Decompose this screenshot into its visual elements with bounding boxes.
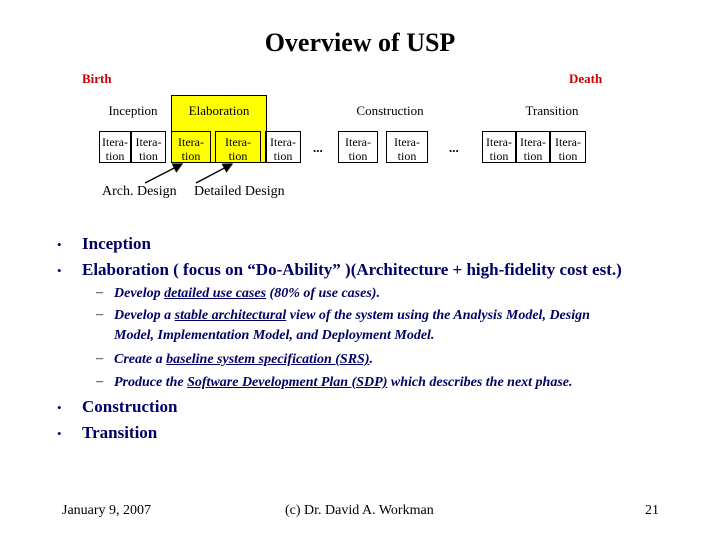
slide-title: Overview of USP (264, 28, 456, 57)
bullet-construction: Construction (82, 397, 178, 416)
bullet-dot: • (57, 237, 62, 252)
sub-item-srs: Create a baseline system specification (SRS). (114, 352, 373, 367)
iteration-cell: Itera- tion (171, 131, 211, 163)
phase-inception-label: Inception (108, 103, 158, 118)
sub-item-use-cases: Develop detailed use cases (80% of use cases). (114, 286, 380, 301)
footer-author: (c) Dr. David A. Workman (285, 503, 434, 518)
detailed-design-label: Detailed Design (194, 184, 285, 199)
iteration-cell: Itera- tion (131, 131, 166, 163)
iteration-cell: Itera- tion (265, 131, 301, 163)
sub-dash: – (96, 351, 103, 366)
sub-item-sdp: Produce the Software Development Plan (SDP) which describes the next phase. (114, 375, 573, 390)
bullet-dot: • (57, 426, 62, 441)
ellipsis: ... (449, 140, 459, 155)
footer-date: January 9, 2007 (62, 503, 152, 518)
bullet-dot: • (57, 400, 62, 415)
death-label: Death (569, 71, 603, 86)
iteration-cell: Itera- tion (99, 131, 131, 163)
phase-elaboration-label: Elaboration (188, 103, 250, 118)
bullet-transition: Transition (82, 423, 158, 442)
iteration-cell: Itera- tion (215, 131, 261, 163)
iteration-cell: Itera- tion (482, 131, 516, 163)
iteration-cell: Itera- tion (550, 131, 586, 163)
iteration-cell: Itera- tion (338, 131, 378, 163)
sub-item-architecture: Develop a stable architectural view of the system using the Analysis Model, Design Model, Implementation Model, and Deployment Model. (114, 308, 590, 343)
sub-dash: – (96, 307, 103, 322)
bullet-inception: Inception (82, 234, 151, 253)
phase-transition-label: Transition (525, 103, 579, 118)
arch-design-label: Arch. Design (102, 184, 177, 199)
slide-number: 21 (645, 503, 659, 518)
bullet-elaboration: Elaboration ( focus on “Do-Ability” )(Architecture + high-fidelity cost est.) (82, 260, 622, 279)
birth-label: Birth (82, 71, 112, 86)
ellipsis: ... (313, 140, 323, 155)
iteration-cell: Itera- tion (386, 131, 428, 163)
sub-dash: – (96, 285, 103, 300)
iteration-cell: Itera- tion (516, 131, 550, 163)
bullet-dot: • (57, 263, 62, 278)
sub-dash: – (96, 374, 103, 389)
phase-construction-label: Construction (356, 103, 424, 118)
